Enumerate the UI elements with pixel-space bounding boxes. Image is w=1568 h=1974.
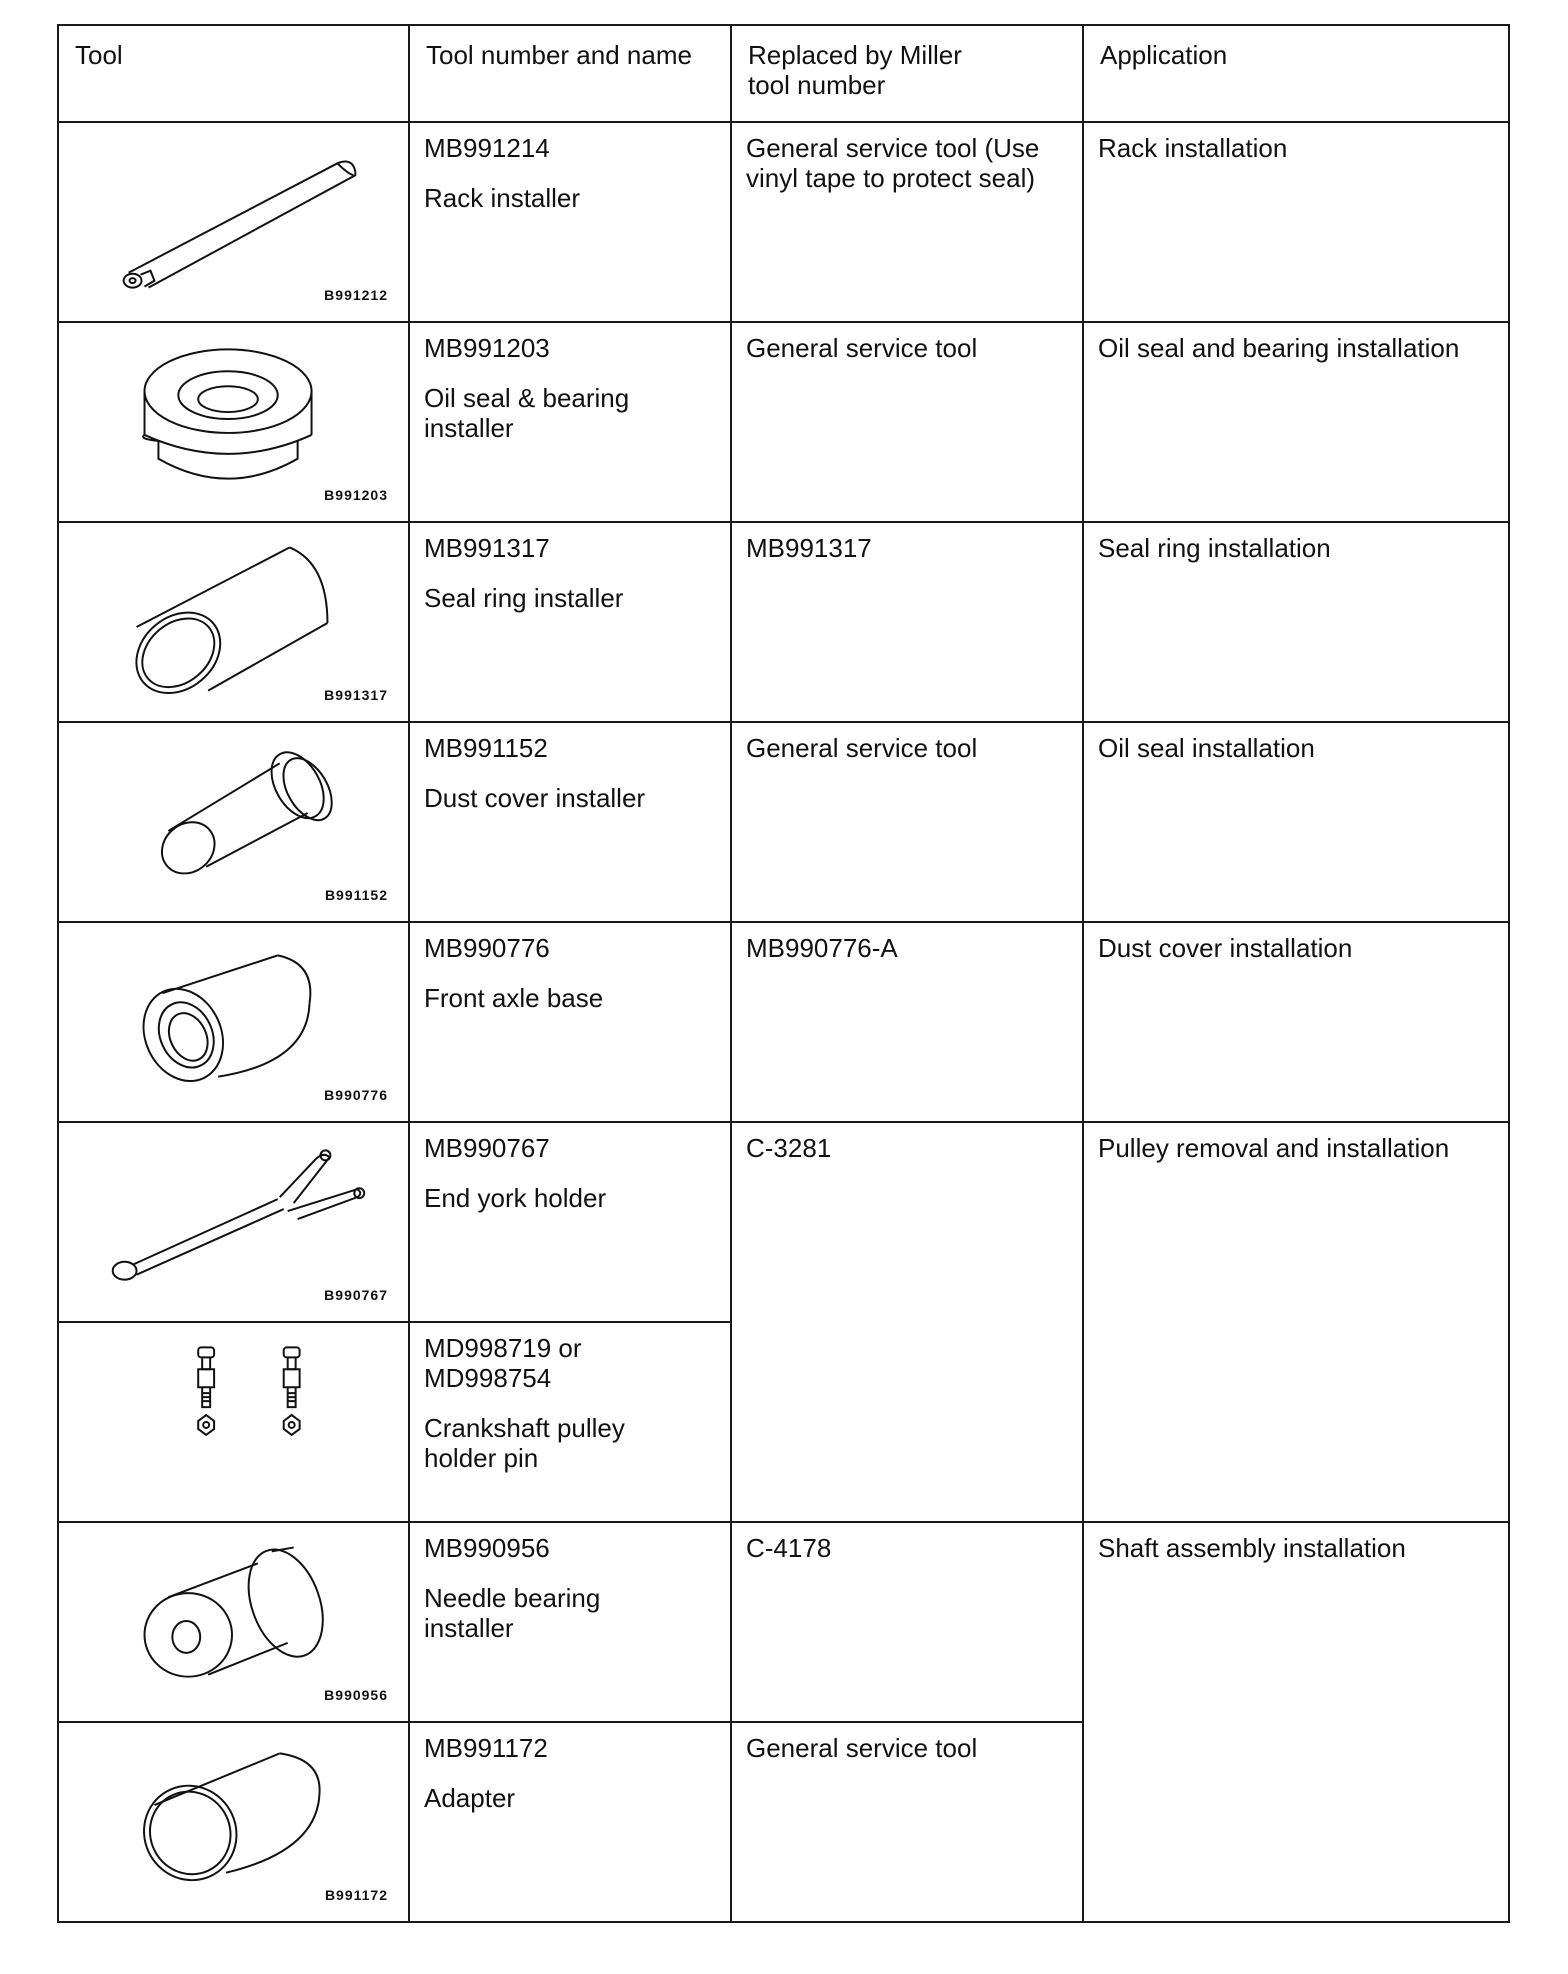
tool-code: B991317 [324,687,388,703]
tool-name: Seal ring installer [424,583,624,613]
tool-name: Rack installer [424,183,581,213]
tool-number: MB990956 [424,1533,550,1563]
tool-number: MB991152 [424,733,548,763]
tool-code: B990767 [324,1287,388,1303]
table-row [58,1522,1509,1722]
tool-code: B990956 [324,1687,388,1703]
tool-number: MB991317 [424,533,550,563]
holder-pin-icon [59,1323,408,1521]
tool-image-cell [58,522,409,722]
tool-number: MB991214 [424,133,550,163]
tool-image-cell [58,1322,409,1522]
tool-image-cell [58,722,409,922]
tool-image-cell [58,1522,409,1722]
replaced-by-cell: MB991317 [731,522,1083,722]
application-cell: Seal ring installation [1083,522,1509,722]
tool-name: Front axle base [424,983,604,1013]
replaced-by-cell: General service tool [731,722,1083,922]
tool-image-cell [58,922,409,1122]
application-cell: Shaft assembly installation [1083,1522,1509,1922]
replaced-by-cell: MB990776-A [731,922,1083,1122]
tool-number: MB990767 [424,1133,550,1163]
header-replaced-by: Replaced by Miller tool number [731,25,1083,122]
tool-code: B991172 [324,1887,388,1903]
tool-name: Oil seal & bearing installer [424,383,630,443]
tool-number: MB990776 [424,933,550,963]
special-tools-table [57,24,1510,1923]
table-row [58,122,1509,322]
table-row [58,722,1509,922]
tool-number: MB991172 [424,1733,548,1763]
number-name-cell [409,122,731,322]
number-name-cell [409,1522,731,1722]
tool-name: Adapter [424,1783,516,1813]
tool-image-cell [58,122,409,322]
tool-name: End york holder [424,1183,607,1213]
tool-code: B991152 [324,887,388,903]
table-row [58,1122,1509,1322]
number-name-cell [409,1322,731,1522]
number-name-cell [409,722,731,922]
application-cell: Dust cover installation [1083,922,1509,1122]
tool-code: B991203 [324,487,388,503]
tool-number: MB991203 [424,333,550,363]
number-name-cell [409,1722,731,1922]
replaced-by-cell: General service tool [731,1722,1083,1922]
tool-name: Needle bearing installer [424,1583,601,1643]
application-cell: Rack installation [1083,122,1509,322]
header-tool: Tool [58,25,409,122]
table-row [58,922,1509,1122]
tool-number: MD998719 or MD998754 [424,1333,582,1393]
table-row [58,322,1509,522]
application-cell: Pulley removal and installation [1083,1122,1509,1522]
table-row [58,522,1509,722]
tool-name: Crankshaft pulley holder pin [424,1413,625,1473]
tool-name: Dust cover installer [424,783,646,813]
application-cell: Oil seal installation [1083,722,1509,922]
tool-code: B991212 [324,287,388,303]
tool-image-cell [58,322,409,522]
number-name-cell [409,322,731,522]
tool-image-cell [58,1722,409,1922]
application-cell: Oil seal and bearing installation [1083,322,1509,522]
header-number-name: Tool number and name [409,25,731,122]
header-row [58,25,1509,122]
replaced-by-cell: General service tool (Use vinyl tape to protect seal) [731,122,1083,322]
number-name-cell [409,522,731,722]
number-name-cell [409,1122,731,1322]
number-name-cell [409,922,731,1122]
replaced-by-cell: C-3281 [731,1122,1083,1522]
tool-code: B990776 [324,1087,388,1103]
header-application: Application [1083,25,1509,122]
replaced-by-cell: C-4178 [731,1522,1083,1722]
tool-image-cell [58,1122,409,1322]
replaced-by-cell: General service tool [731,322,1083,522]
